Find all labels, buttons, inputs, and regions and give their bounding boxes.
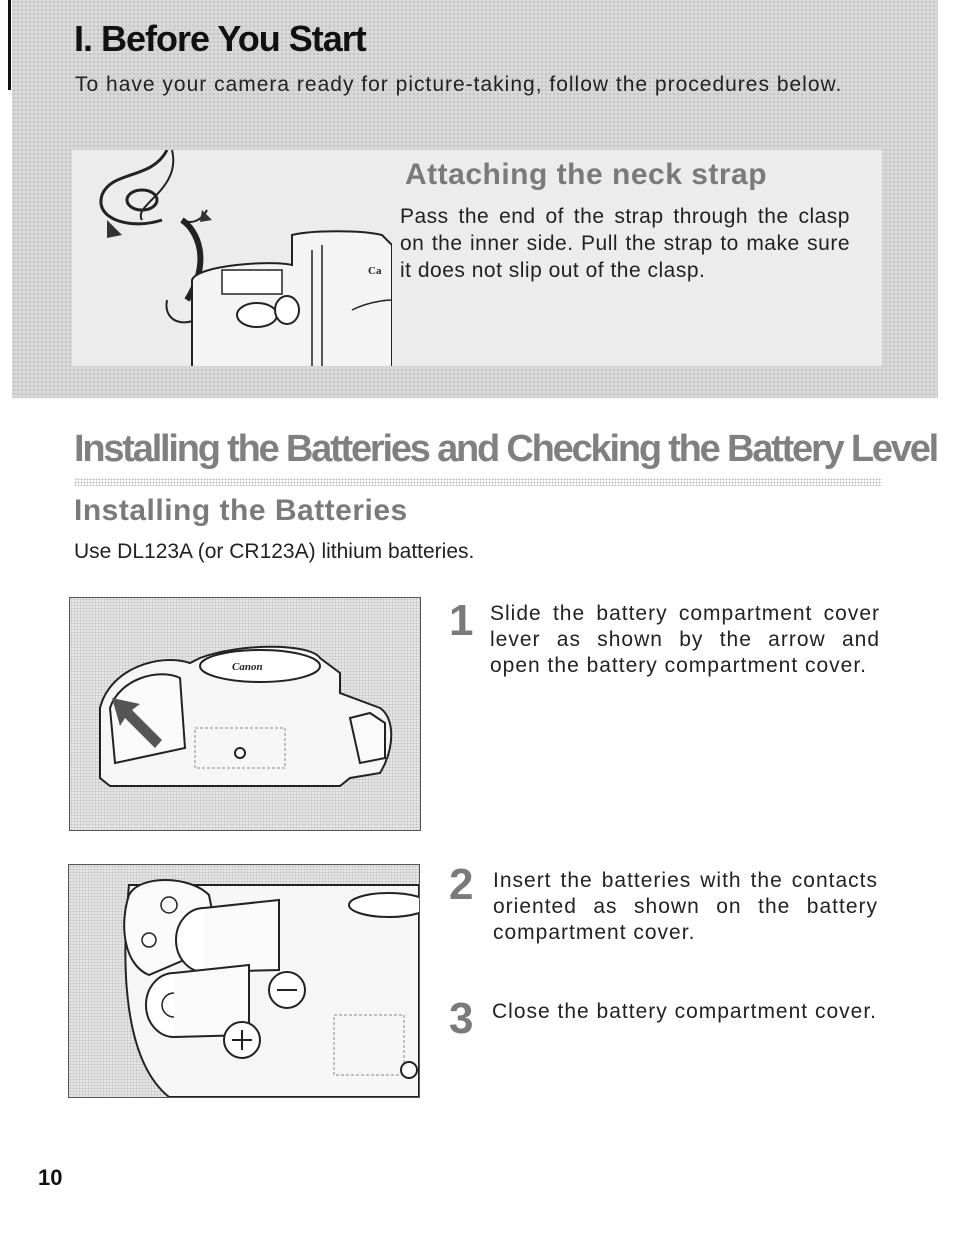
batteries-section-heading: Installing the Batteries and Checking the Battery Level	[74, 428, 938, 470]
step-1-number: 1	[449, 596, 474, 645]
step-2-number: 2	[449, 860, 474, 909]
neck-strap-text: Pass the end of the strap through the clasp on the inner side. Pull the strap to make sure it does not slip out of the clasp.	[400, 205, 850, 282]
neck-strap-illustration	[72, 150, 392, 366]
battery-cover-illustration	[70, 598, 420, 830]
page-edge-rule	[8, 0, 11, 90]
step-3-text: Close the battery compartment cover.	[492, 1000, 877, 1023]
battery-type-note: Use DL123A (or CR123A) lithium batteries.	[74, 540, 475, 563]
page-number: 10	[38, 1165, 63, 1190]
battery-cover-photo	[69, 597, 421, 831]
intro-text: To have your camera ready for picture-taking, follow the procedures below.	[75, 73, 843, 96]
neck-strap-heading: Attaching the neck strap	[405, 158, 768, 191]
installing-batteries-heading: Installing the Batteries	[74, 494, 408, 527]
camera-brand-label: Ca	[368, 265, 382, 277]
lens-brand-label: Canon	[232, 661, 263, 673]
battery-insert-illustration	[69, 865, 419, 1097]
section-divider	[74, 478, 882, 486]
step-2-text: Insert the batteries with the contacts oriented as shown on the battery compartment cover.	[493, 869, 878, 944]
chapter-title: I. Before You Start	[74, 18, 366, 59]
battery-insert-photo	[68, 864, 420, 1098]
step-1-text: Slide the battery compartment cover lever as shown by the arrow and open the battery compartment cover.	[490, 602, 880, 677]
step-3-number: 3	[449, 994, 474, 1043]
